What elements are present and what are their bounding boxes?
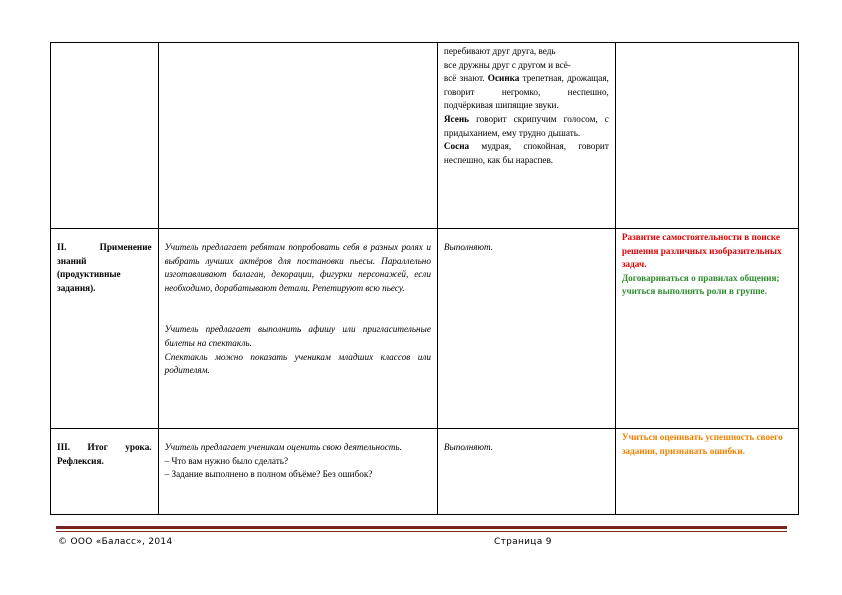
character-sosna bbox=[444, 140, 609, 167]
table-row bbox=[51, 229, 799, 429]
teacher-activity-cell bbox=[158, 229, 437, 429]
teacher-activity-text: Учитель предлагает выполнить афишу или пригласительные билеты на спектакль. bbox=[164, 324, 431, 348]
stage-title: II. Применение знаний (продуктивные задания). bbox=[57, 242, 152, 293]
footer-page-number: Страница 9 bbox=[494, 537, 552, 547]
stage-cell bbox=[51, 429, 159, 515]
continuation-line: все дружны друг с другом и всё- bbox=[443, 59, 571, 70]
footer-divider bbox=[56, 526, 787, 529]
character-name: Сосна bbox=[443, 141, 470, 152]
teacher-activity-text: Учитель предлагает ученикам оценить свою деятельность. bbox=[164, 442, 402, 452]
footer-divider-thin bbox=[56, 531, 787, 532]
character-name: Ясень bbox=[443, 113, 469, 124]
character-description: говорит скрипучим голосом, с придыханием, ему трудно дышать. bbox=[443, 113, 609, 138]
spacer bbox=[165, 295, 431, 323]
teacher-activity-text: Спектакль можно показать ученикам младших классов или родителям. bbox=[164, 351, 431, 376]
table-row bbox=[51, 43, 799, 229]
student-activity-text: Выполняют. bbox=[443, 242, 494, 252]
student-activity-text: Выполняют. bbox=[443, 442, 494, 452]
uud-communicative-text: Договариваться о правилах общения; учиться выполнять роли в группе. bbox=[621, 272, 780, 297]
footer-copyright: © ООО «Баласс», 2014 bbox=[58, 537, 173, 547]
character-description: мудрая, спокойная, говорит неспешно, как бы нараспев. bbox=[443, 141, 609, 165]
uud-regulative-text: Развитие самостоятельности в поиске решения различных изобразительных задач. bbox=[621, 232, 782, 270]
teacher-activity-cell bbox=[158, 43, 437, 229]
student-activity-cell bbox=[437, 43, 615, 229]
teacher-activity-cell bbox=[158, 429, 437, 515]
uud-regulative-text: Учиться оценивать успешность своего задания, признавать ошибки. bbox=[621, 432, 783, 456]
stage-title: III. Итог урока. Рефлексия. bbox=[57, 442, 152, 466]
stage-cell bbox=[51, 43, 159, 229]
stage-cell bbox=[51, 229, 159, 429]
character-osina: всё знают. Осинка трепетная, дрожащая, говорит негромко, неспешно, подчёркивая шипящие звуки. bbox=[443, 73, 609, 111]
student-activity-cell bbox=[437, 229, 615, 429]
character-name: Осинка bbox=[487, 73, 520, 84]
continuation-line: перебивают друг друга, ведь bbox=[443, 46, 556, 56]
table-row bbox=[51, 429, 799, 515]
uud-cell bbox=[615, 429, 798, 515]
lesson-plan-table bbox=[50, 42, 799, 515]
student-activity-cell bbox=[437, 429, 615, 515]
question-text: – Что вам нужно было сделать? bbox=[164, 455, 289, 466]
character-el bbox=[444, 113, 609, 140]
uud-cell bbox=[615, 43, 798, 229]
question-text: – Задание выполнено в полном объёме? Без ошибок? bbox=[164, 469, 373, 480]
character-description: трепетная, дрожащая, говорит негромко, неспешно, подчёркивая шипящие звуки. bbox=[443, 73, 609, 111]
teacher-activity-text: Учитель предлагает ребятам попробовать себя в разных ролях и выбрать лучших актёров для постановки пьесы. Параллельно изготавливают балаган, декорации, фигурки персонажей, если необходимо, дорабатывают детали. Репетируют всю пьесу. bbox=[164, 242, 431, 293]
uud-cell bbox=[615, 229, 798, 429]
